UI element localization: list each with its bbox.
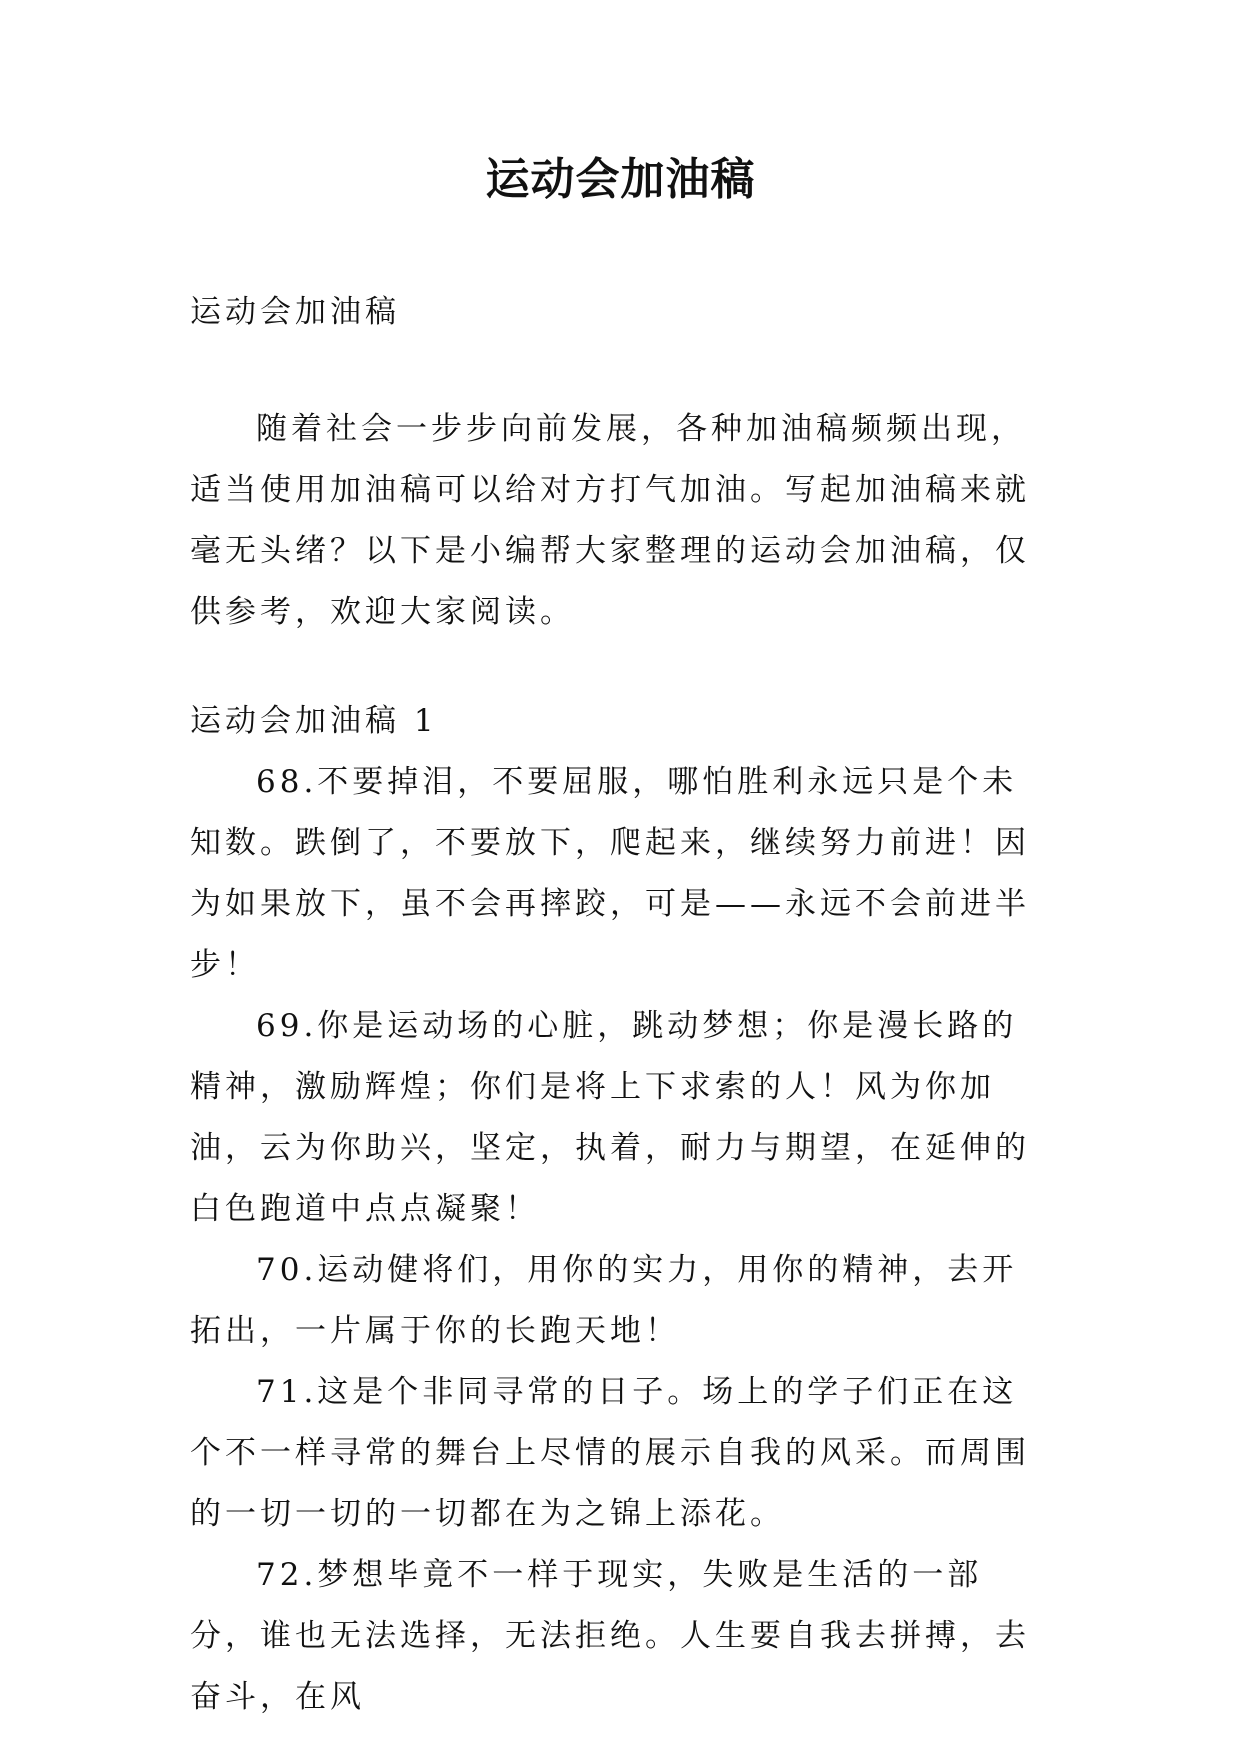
section-heading: 运动会加油稿 1 xyxy=(190,703,438,739)
document-title: 运动会加油稿 xyxy=(485,154,756,205)
paragraph-68: 68.不要掉泪，不要屈服，哪怕胜利永远只是个未知数。跌倒了，不要放下，爬起来，继续努力前进！因为如果放下，虽不会再摔跤，可是——永远不会前进半步！ xyxy=(190,764,1030,983)
document-body xyxy=(190,282,1048,1728)
paragraph-70: 70.运动健将们，用你的实力，用你的精神，去开拓出，一片属于你的长跑天地！ xyxy=(190,1252,1018,1349)
document-subtitle: 运动会加油稿 xyxy=(190,294,400,330)
intro-paragraph: 随着社会一步步向前发展，各种加油稿频频出现，适当使用加油稿可以给对方打气加油。写起加油稿来就毫无头绪？以下是小编帮大家整理的运动会加油稿，仅供参考，欢迎大家阅读。 xyxy=(190,411,1030,630)
paragraph-72: 72.梦想毕竟不一样于现实，失败是生活的一部分，谁也无法选择，无法拒绝。人生要自我去拼搏，去奋斗，在风 xyxy=(190,1557,1030,1715)
paragraph-69: 69.你是运动场的心脏，跳动梦想；你是漫长路的精神，激励辉煌；你们是将上下求索的人！风为你加油，云为你助兴，坚定，执着，耐力与期望，在延伸的白色跑道中点点凝聚！ xyxy=(190,1008,1030,1227)
paragraph-71: 71.这是个非同寻常的日子。场上的学子们正在这个不一样寻常的舞台上尽情的展示自我的风采。而周围的一切一切的一切都在为之锦上添花。 xyxy=(190,1374,1030,1532)
